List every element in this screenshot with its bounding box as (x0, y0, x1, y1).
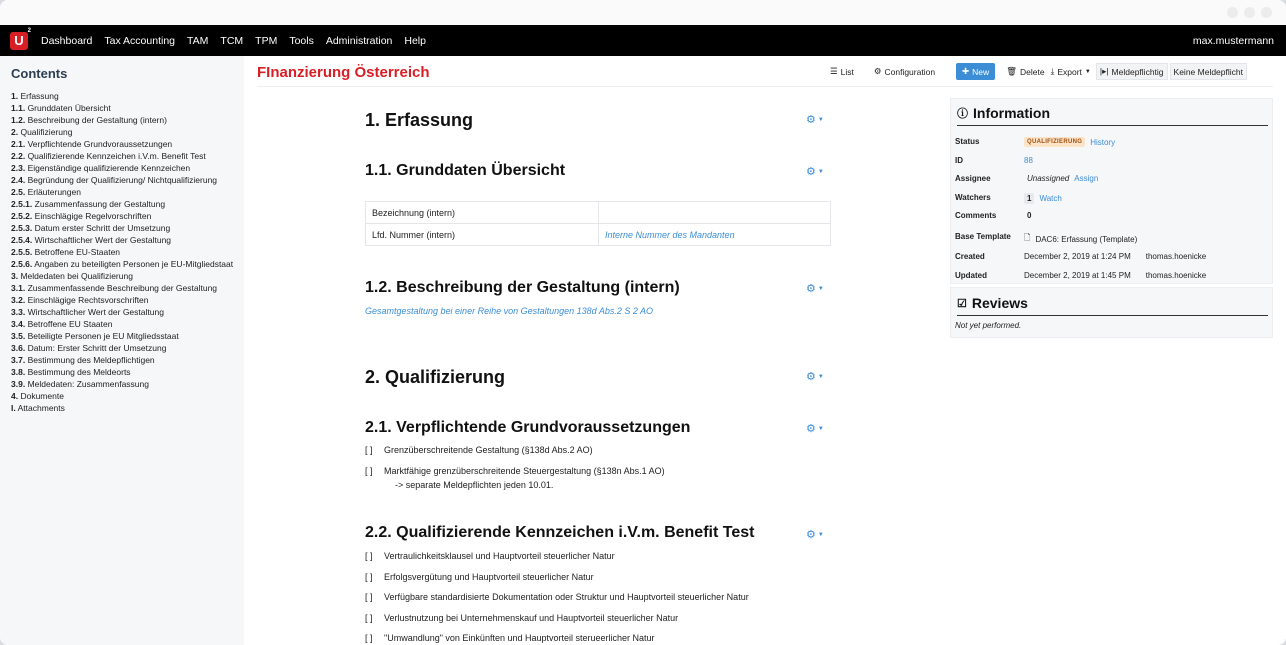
sidebar-toc-item[interactable] (11, 342, 244, 354)
section-1-2-gear-menu[interactable] (806, 282, 824, 295)
toc-label: Erfassung (20, 91, 59, 101)
toc-label: Bestimmung des Meldeorts (27, 367, 131, 377)
section-1-2-description[interactable]: Gesamtgestaltung bei einer Reihe von Gestaltungen 138d Abs.2 S 2 AO (365, 306, 654, 316)
info-value (1024, 271, 1206, 280)
new-button[interactable] (956, 63, 995, 80)
history-link[interactable]: History (1090, 137, 1116, 147)
toc-number: I. (11, 403, 16, 413)
toc-label: Beschreibung der Gestaltung (intern) (27, 115, 167, 125)
toc-number: 3.6. (11, 343, 26, 353)
toc-label: Datum: Erster Schritt der Umsetzung (27, 343, 167, 353)
checkbox-item[interactable] (365, 633, 655, 643)
toc-number: 1.1. (11, 103, 26, 113)
info-value (1024, 137, 1115, 147)
window-dot-3[interactable] (1261, 7, 1272, 18)
section-2-2-gear-menu[interactable] (806, 528, 824, 541)
window-controls (1227, 7, 1272, 18)
toc-number: 3.8. (11, 367, 26, 377)
nav-tax-accounting[interactable]: Tax Accounting (104, 34, 176, 47)
toc-label: Zusammenfassung der Gestaltung (34, 199, 166, 209)
status-badge: QUALIFIZIERUNG (1024, 137, 1085, 147)
information-rule (957, 125, 1268, 126)
toc-number: 3.7. (11, 355, 26, 365)
toc-label: Meldedaten bei Qualifizierung (20, 271, 133, 281)
section-2-gear-menu[interactable] (806, 370, 824, 383)
meldepflichtig-button[interactable] (1096, 63, 1168, 80)
sidebar-toc-item[interactable] (11, 390, 244, 402)
toc-label: Meldedaten: Zusammenfassung (27, 379, 149, 389)
toc-label: Bestimmung des Meldepflichtigen (27, 355, 155, 365)
heading-1-2: 1.2. Beschreibung der Gestaltung (intern) (365, 279, 680, 296)
sidebar-toc-item[interactable] (11, 186, 244, 198)
step-forward-icon: |▸| (1099, 66, 1109, 76)
toc-label: Dokumente (20, 391, 64, 401)
sidebar-toc-item[interactable] (11, 294, 244, 306)
reviews-panel (950, 287, 1273, 338)
checkbox-label: Marktfähige grenzüberschreitende Steuergestaltung (§138n Abs.1 AO) (384, 466, 665, 476)
caret-down-icon: ▼ (817, 286, 824, 292)
table-row (366, 202, 831, 224)
sidebar-toc-item[interactable] (11, 102, 244, 114)
table-row (366, 224, 831, 246)
toc-number: 3.2. (11, 295, 26, 305)
heading-1: 1. Erfassung (365, 110, 474, 130)
configuration-label: Configuration (884, 66, 936, 77)
nav-tpm[interactable]: TPM (255, 34, 278, 47)
section-1-1-gear-menu[interactable] (806, 165, 824, 178)
nav-tam[interactable]: TAM (187, 34, 209, 47)
caret-down-icon: ▼ (1084, 68, 1091, 75)
updated-date: December 2, 2019 at 1:45 PM (1024, 271, 1131, 280)
sidebar-toc-item[interactable] (11, 162, 244, 174)
toc-number: 3.3. (11, 307, 26, 317)
logo-letter: U (14, 33, 24, 48)
toolbar (827, 63, 1247, 80)
reviews-header (951, 288, 1272, 316)
toc-number: 3.1. (11, 283, 26, 293)
checkbox-label: Vertraulichkeitsklausel und Hauptvorteil steuerlicher Natur (384, 551, 615, 561)
checkbox-label: Erfolgsvergütung und Hauptvorteil steuerlicher Natur (384, 572, 594, 582)
toc-label: Betroffene EU Staaten (27, 319, 113, 329)
nav-dashboard[interactable]: Dashboard (41, 34, 93, 47)
gear-icon: ⚙ (806, 371, 816, 383)
gear-icon: ⚙ (806, 423, 816, 435)
info-created-row (955, 252, 1269, 261)
info-label: ID (955, 156, 963, 165)
sidebar-toc-item[interactable] (11, 246, 244, 258)
header-divider (257, 86, 1273, 87)
sidebar-toc-item[interactable] (11, 306, 244, 318)
toc-label: Angaben zu beteiligten Personen je EU-Mitgliedstaat (34, 259, 234, 269)
info-label: Created (955, 252, 985, 261)
info-value (1024, 252, 1206, 261)
table-key: Lfd. Nummer (intern) (366, 224, 599, 246)
section-1-gear-menu[interactable] (806, 113, 824, 126)
watchers-count: 1 (1024, 193, 1034, 204)
information-title-text: Information (973, 105, 1050, 121)
toc-number: 2.1. (11, 139, 26, 149)
checkbox-mark: [ ] (365, 633, 373, 643)
assign-link[interactable]: Assign (1074, 174, 1099, 183)
gear-icon: ⚙ (806, 166, 816, 178)
checkbox-mark: [ ] (365, 551, 373, 561)
info-value (1024, 174, 1098, 183)
gear-icon: ⚙ (873, 66, 882, 76)
info-label: Base Template (955, 232, 1011, 241)
toc-number: 3.9. (11, 379, 26, 389)
logo-sup: 2 (27, 27, 31, 34)
checkbox-label: Grenzüberschreitende Gestaltung (§138d Abs.2 AO) (384, 445, 593, 455)
reviews-title-text: Reviews (971, 295, 1028, 311)
caret-down-icon: ▼ (817, 117, 824, 123)
gear-icon: ⚙ (806, 529, 816, 541)
toc-label: Wirtschaftlicher Wert der Gestaltung (34, 235, 172, 245)
nav-help[interactable]: Help (404, 34, 426, 47)
info-value (1024, 193, 1062, 204)
toc-number: 3. (11, 271, 19, 281)
toc-number: 2.3. (11, 163, 26, 173)
toc-label: Erläuterungen (27, 187, 81, 197)
sidebar-toc-item[interactable] (11, 378, 244, 390)
caret-down-icon: ▼ (817, 426, 824, 432)
info-label: Status (955, 137, 980, 146)
meldepflichtig-label: Meldepflichtig (1111, 66, 1164, 77)
reviews-title (957, 295, 1268, 311)
contents-sidebar (0, 56, 244, 645)
sidebar-toc-item[interactable] (11, 402, 244, 414)
info-comments-row (955, 211, 1269, 220)
sidebar-toc-item[interactable] (11, 114, 244, 126)
sidebar-title: Contents (11, 66, 68, 81)
sidebar-toc-item[interactable] (11, 330, 244, 342)
toc-number: 2.2. (11, 151, 26, 161)
toc-number: 2.5.5. (11, 247, 33, 257)
checkbox-item[interactable] (365, 445, 593, 455)
export-label: Export (1057, 66, 1082, 77)
heading-2: 2. Qualifizierung (365, 367, 506, 387)
sidebar-toc-item[interactable] (11, 270, 244, 282)
sidebar-toc-item[interactable] (11, 126, 244, 138)
sidebar-toc-item[interactable] (11, 282, 244, 294)
sidebar-toc-item[interactable] (11, 174, 244, 186)
id-link[interactable]: 88 (1024, 156, 1033, 165)
comments-count: 0 (1027, 211, 1032, 220)
sidebar-toc-item[interactable] (11, 366, 244, 378)
reviews-status-text: Not yet performed. (955, 321, 1022, 330)
checkbox-item[interactable] (365, 613, 678, 623)
toc-number: 1. (11, 91, 19, 101)
table-value[interactable]: Interne Nummer des Mandanten (599, 224, 831, 246)
info-label: Watchers (955, 193, 991, 202)
checkbox-mark: [ ] (365, 592, 373, 602)
base-template-value[interactable]: DAC6: Erfassung (Template) (1035, 234, 1138, 244)
toc-label: Attachments (17, 403, 65, 413)
info-value (1024, 211, 1031, 220)
app-logo[interactable] (10, 27, 31, 50)
plus-icon: ✚ (962, 66, 970, 76)
info-id-row (955, 156, 1269, 165)
sidebar-toc-item[interactable] (11, 210, 244, 222)
info-label: Updated (955, 271, 987, 280)
toc-number: 1.2. (11, 115, 26, 125)
export-button[interactable] (1048, 63, 1094, 80)
toc-label: Zusammenfassende Beschreibung der Gestaltung (27, 283, 218, 293)
new-label: New (972, 66, 990, 77)
delete-label: Delete (1019, 66, 1045, 77)
checkbox-mark: [ ] (365, 466, 373, 476)
checkbox-mark: [ ] (365, 445, 373, 455)
sidebar-toc-item[interactable] (11, 198, 244, 210)
sidebar-toc-item[interactable] (11, 258, 244, 270)
sidebar-toc-item[interactable] (11, 150, 244, 162)
toc-label: Betroffene EU-Staaten (34, 247, 121, 257)
configuration-button[interactable] (871, 63, 938, 80)
toc-label: Verpflichtende Grundvoraussetzungen (27, 139, 173, 149)
toc-label: Begründung der Qualifizierung/ Nichtqualifizierung (27, 175, 218, 185)
checkbox-item[interactable] (365, 572, 594, 582)
sidebar-toc-item[interactable] (11, 90, 244, 102)
info-icon: ⓘ (957, 108, 968, 120)
list-icon: ☰ (830, 66, 838, 76)
table-key: Bezeichnung (intern) (366, 202, 599, 224)
info-value (1024, 156, 1033, 165)
toc-label: Qualifizierende Kennzeichen i.V.m. Benefit Test (27, 151, 206, 161)
toc-number: 2.5.3. (11, 223, 33, 233)
toc-label: Eigenständige qualifizierende Kennzeichen (27, 163, 191, 173)
toc-label: Grunddaten Übersicht (27, 103, 111, 113)
section-2-1-gear-menu[interactable] (806, 422, 824, 435)
checkbox-label: "Umwandlung" von Einkünften und Hauptvorteil sterueerlicher Natur (384, 633, 655, 643)
information-panel (950, 98, 1273, 284)
nav-tcm[interactable]: TCM (220, 34, 244, 47)
toc-label: Einschlägige Rechtsvorschriften (27, 295, 149, 305)
info-label: Comments (955, 211, 997, 220)
sidebar-toc-item[interactable] (11, 234, 244, 246)
checkbox-mark: [ ] (365, 572, 373, 582)
assignee-value: Unassigned (1027, 174, 1070, 183)
toc-number: 2.5.2. (11, 211, 33, 221)
info-status-row (955, 137, 1269, 147)
window-dot-1[interactable] (1227, 7, 1238, 18)
toc-label: Qualifizierung (20, 127, 73, 137)
toc-number: 2.5.4. (11, 235, 33, 245)
gear-icon: ⚙ (806, 114, 816, 126)
heading-2-1: 2.1. Verpflichtende Grundvoraussetzungen (365, 419, 691, 436)
table-value[interactable] (599, 202, 831, 224)
sidebar-toc-item[interactable] (11, 318, 244, 330)
info-base-template-row (955, 232, 1269, 246)
nav-administration[interactable]: Administration (325, 34, 393, 47)
toc-number: 2. (11, 127, 19, 137)
info-watchers-row (955, 193, 1269, 204)
sidebar-toc-item[interactable] (11, 222, 244, 234)
caret-down-icon: ▼ (817, 532, 824, 538)
checkbox-mark: [ ] (365, 613, 373, 623)
checkbox-label: Verlustnutzung bei Unternehmenskauf und Hauptvorteil steuerlicher Natur (384, 613, 679, 623)
user-menu[interactable]: max.mustermann (1192, 34, 1274, 47)
list-label: List (840, 66, 854, 77)
information-title (957, 105, 1268, 121)
page-title: FInanzierung Österreich (257, 64, 430, 81)
keine-meldepflicht-label: Keine Meldepflicht (1173, 66, 1243, 77)
grunddaten-table (365, 201, 831, 246)
nav-menu (35, 35, 432, 47)
toc-number: 4. (11, 391, 19, 401)
caret-down-icon: ▼ (817, 169, 824, 175)
checkbox-checked-icon: ☑ (957, 297, 967, 310)
toc-label: Datum erster Schritt der Umsetzung (34, 223, 171, 233)
info-label: Assignee (955, 174, 991, 183)
file-icon: 🗋 (1024, 233, 1031, 242)
gear-icon: ⚙ (806, 283, 816, 295)
trash-icon: 🗑 (1006, 66, 1017, 76)
toc-number: 3.4. (11, 319, 26, 329)
toc-number: 2.5.6. (11, 259, 33, 269)
sidebar-toc-item[interactable] (11, 354, 244, 366)
checkbox-item[interactable] (365, 466, 665, 476)
download-icon: ⤓ (1050, 66, 1055, 76)
toc-number: 3.5. (11, 331, 26, 341)
created-date: December 2, 2019 at 1:24 PM (1024, 252, 1131, 261)
created-user: thomas.hoenicke (1145, 252, 1207, 261)
toc-number: 2.5. (11, 187, 26, 197)
delete-button[interactable] (1003, 63, 1047, 80)
checkbox-note: -> separate Meldepflichten jeden 10.01. (395, 480, 554, 490)
top-navbar (0, 25, 1286, 56)
checkbox-item[interactable] (365, 592, 749, 602)
heading-2-2: 2.2. Qualifizierende Kennzeichen i.V.m. Benefit Test (365, 524, 755, 541)
toc-number: 2.4. (11, 175, 26, 185)
info-assignee-row (955, 174, 1269, 183)
heading-1-1: 1.1. Grunddaten Übersicht (365, 162, 566, 179)
updated-user: thomas.hoenicke (1145, 271, 1207, 280)
checkbox-label: Verfügbare standardisierte Dokumentation oder Struktur und Hauptvorteil steuerlicher Natur (384, 592, 749, 602)
nav-tools[interactable]: Tools (289, 34, 314, 47)
window-dot-2[interactable] (1244, 7, 1255, 18)
toc-number: 2.5.1. (11, 199, 33, 209)
info-value (1024, 232, 1137, 246)
caret-down-icon: ▼ (817, 374, 824, 380)
info-updated-row (955, 271, 1269, 280)
information-header (951, 99, 1272, 126)
checkbox-item[interactable] (365, 551, 615, 561)
window-titlebar (0, 0, 1286, 25)
watch-link[interactable]: Watch (1039, 194, 1062, 203)
toc-label: Beteiligte Personen je EU Mitgliedsstaat (27, 331, 179, 341)
keine-meldepflicht-button[interactable] (1170, 63, 1247, 80)
toc-label: Einschlägige Regelvorschriften (34, 211, 152, 221)
list-button[interactable] (827, 63, 857, 80)
sidebar-toc-item[interactable] (11, 138, 244, 150)
toc-label: Wirtschaftlicher Wert der Gestaltung (27, 307, 164, 317)
toc-list (11, 90, 244, 414)
